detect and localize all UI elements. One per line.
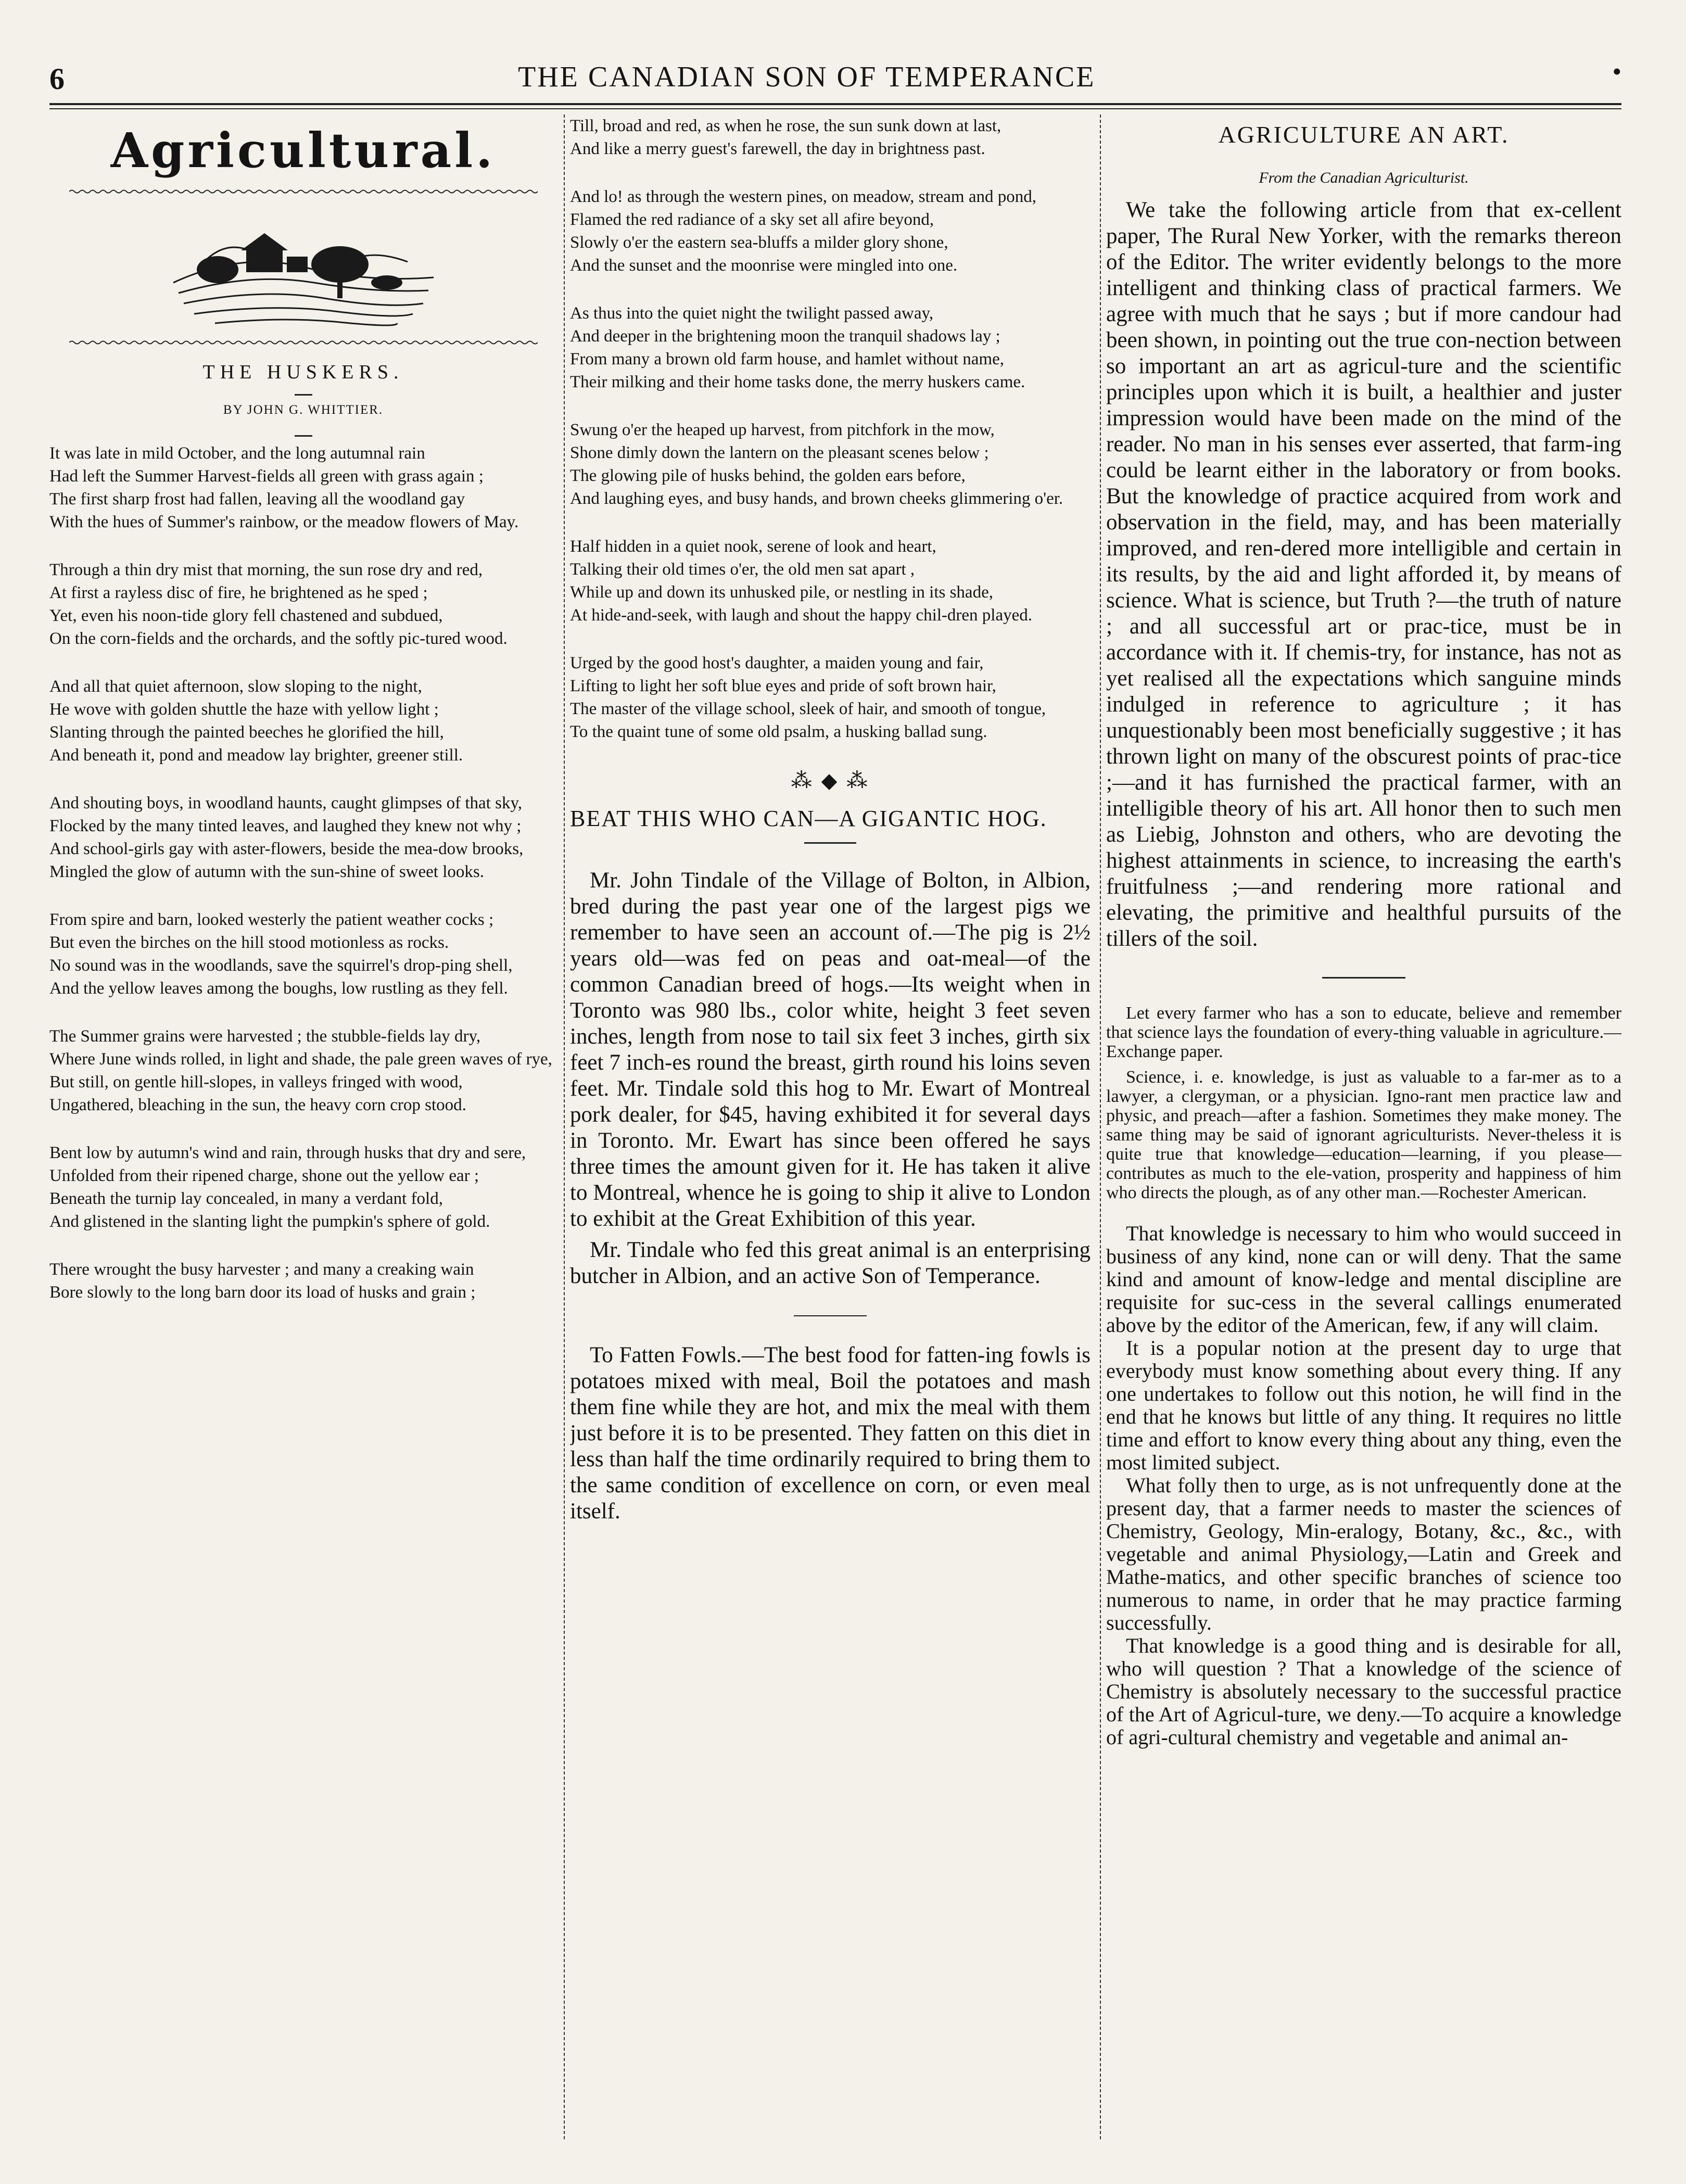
poem-line: With the hues of Summer's rainbow, or the meadow flowers of May.	[49, 513, 519, 531]
poem-line: Talking their old times o'er, the old men sat apart ,	[570, 560, 915, 579]
poem-line: Their milking and their home tasks done, the merry huskers came.	[570, 373, 1025, 391]
hog-article-paragraph: Mr. John Tindale of the Village of Bolton, in Albion, bred during the past year one of the largest pigs we remember to have seen an account of.—The pig is 2½ years old—was fed on peas and oat-meal—of the common Canadian breed of hogs.—Its weight when in Toronto was 980 lbs., color white, height 3 feet seven inches, length from nose to tail six feet 3 inches, girth six feet 7 inch-es round the breast, girth round his loins seven feet. Mr. Tindale sold this hog to Mr. Ewart of Montreal pork dealer, for $45, having exhibited it for several days in Toronto. Mr. Ewart has since been offered he says three times the amount given for it. He has taken it alive to Montreal, whence he is going to ship it alive to London to exhibit at the Great Exhibition of this year.	[570, 868, 1091, 1231]
short-rule	[295, 394, 312, 396]
poem-stanza	[49, 558, 557, 650]
poem-line: And laughing eyes, and busy hands, and brown cheeks glimmering o'er.	[570, 489, 1063, 508]
poem-line: And lo! as through the western pines, on meadow, stream and pond,	[570, 187, 1036, 206]
column-divider	[1100, 115, 1101, 2139]
article-paragraph: That knowledge is a good thing and is desirable for all, who will question ? That a knowledge of the science of Chemistry is absolutely necessary to the successful practice of the Art of Agricul-ture, we deny.—To acquire a knowledge of agri-cultural chemistry and vegetable and animal an-	[1106, 1634, 1621, 1749]
poem-line: And the yellow leaves among the boughs, low rustling as they fell.	[49, 979, 508, 998]
poem-line: Had left the Summer Harvest-fields all green with grass again ;	[49, 467, 484, 486]
poem-line: Slowly o'er the eastern sea-bluffs a milder glory shone,	[570, 233, 948, 252]
poem-line: No sound was in the woodlands, save the squirrel's drop-ping shell,	[49, 956, 513, 975]
poem-line: Slanting through the painted beeches he glorified the hill,	[49, 723, 444, 742]
poem-line: Unfolded from their ripened charge, shone out the yellow ear ;	[49, 1166, 479, 1185]
poem-line: The master of the village school, sleek of hair, and smooth of tongue,	[570, 700, 1046, 718]
article-source: From the Canadian Agriculturist.	[1259, 169, 1469, 186]
poem-line: But even the birches on the hill stood motionless as rocks.	[49, 933, 449, 952]
poem-title: THE HUSKERS.	[202, 361, 404, 383]
poem-line: Through a thin dry mist that morning, the sun rose dry and red,	[49, 561, 483, 579]
poem-line: Bent low by autumn's wind and rain, through husks that dry and sere,	[49, 1144, 526, 1162]
masthead-title: THE CANADIAN SON OF TEMPERANCE	[518, 61, 1096, 93]
poem-line: Till, broad and red, as when he rose, the sun sunk down at last,	[570, 117, 1002, 135]
wavy-rule	[69, 340, 538, 345]
poem-line: Shone dimly down the lantern on the pleasant scenes below ;	[570, 443, 989, 462]
poem-line: And glistened in the slanting light the pumpkin's sphere of gold.	[49, 1212, 490, 1231]
short-rule	[794, 1289, 867, 1316]
poem-stanza	[570, 652, 1091, 743]
hog-article-paragraph: Mr. Tindale who fed this great animal is an enterprising butcher in Albion, and an active Son of Temperance.	[570, 1238, 1091, 1288]
wavy-rule	[69, 189, 538, 194]
poem-stanza	[49, 792, 557, 883]
poem-line: Swung o'er the heaped up harvest, from pitchfork in the mow,	[570, 421, 995, 439]
poem-stanza	[49, 1258, 557, 1304]
poem-line: But still, on gentle hill-slopes, in valleys fringed with wood,	[49, 1073, 463, 1091]
poem-line: And school-girls gay with aster-flowers, beside the mea-dow brooks,	[49, 840, 524, 858]
short-rule	[1322, 977, 1405, 979]
poem-line: Urged by the good host's daughter, a maiden young and fair,	[570, 654, 984, 672]
poem-line: Flamed the red radiance of a sky set all afire beyond,	[570, 210, 934, 229]
poem-line: Flocked by the many tinted leaves, and laughed they knew not why ;	[49, 817, 522, 835]
poem-line: Ungathered, bleaching in the sun, the heavy corn crop stood.	[49, 1096, 466, 1114]
column-divider	[564, 115, 565, 2139]
article-paragraph: It is a popular notion at the present day to urge that everybody must know something about every thing. If any one undertakes to follow out this notion, he will find in the end that he knows but little of any thing. It requires no little time and effort to know every thing about any thing, even the most limited subject.	[1106, 1336, 1621, 1474]
poem-stanza	[49, 908, 557, 1000]
column-middle	[570, 115, 1091, 2144]
poem-stanza	[570, 115, 1091, 160]
article-paragraph: That knowledge is necessary to him who would succeed in business of any kind, none can or will deny. That the same kind and amount of know-ledge and mental discipline are requisite for suc-cess in the several callings enumerated above by the editor of the American, few, if any will claim.	[1106, 1222, 1621, 1337]
article-paragraph: We take the following article from that ex-cellent paper, The Rural New Yorker, with the remarks thereon of the Editor. The writer evidently belongs to the more intelligent and thinking class of practical farmers. We agree with much that he says ; but if more candour had been shown, in pointing out the true con-nection between so important an art as agricul-ture and the scientific principles upon which it is built, a healthier and juster impression would have been made on the mind of the reader. No man in his senses ever asserted, that farm-ing could be learnt either in the laboratory or from books. But the knowledge of practice acquired from work and observation in the field, may, and has been materially improved, and ren-dered more intelligible and certain in its results, by the aid and light afforded it, by means of science. What is science, but Truth ?—the truth of nature ; and all successful art or prac-tice, must be in accordance with it. If chemis-try, for instance, has not as yet realised all the expectations which sanguine minds indulged in reference to agriculture ; it has unquestionably been most beneficially suggestive ; it has thrown light on many of the obscurest points of prac-tice ;—and it has furnished the practical farmer, with an intelligible theory of his art. All honor then to such men as Liebig, Johnston and others, who are devoting the highest attainments in science, to increasing the earth's fruitfulness ;—and rendering more rational and elevating, the primitive and healthful pursuits of the tillers of the soil.	[1106, 198, 1621, 951]
poem-stanza	[49, 1141, 557, 1233]
short-rule	[295, 435, 312, 437]
poem-line: The glowing pile of husks behind, the golden ears before,	[570, 466, 966, 485]
poem-stanza	[570, 185, 1091, 277]
poem-line: Beneath the turnip lay concealed, in many a verdant fold,	[49, 1189, 443, 1208]
fowls-paragraph: To Fatten Fowls.—The best food for fatten-ing fowls is potatoes mixed with meal, Boil the potatoes and mash them fine while they are hot, and mix the meal with them just before it is to be presented. They fatten on this diet in less than half the time ordinarily required to bring them to the same condition of excellence on corn, or even meal itself.	[570, 1343, 1091, 1523]
poem-line: On the corn-fields and the orchards, and the softly pic-tured wood.	[49, 629, 508, 648]
poem-line: Where June winds rolled, in light and shade, the pale green waves of rye,	[49, 1050, 552, 1069]
poem-line: While up and down its unhusked pile, or nestling in its shade,	[570, 583, 993, 602]
poem-line: There wrought the busy harvester ; and many a creaking wain	[49, 1260, 474, 1279]
poem-line: The first sharp frost had fallen, leaving all the woodland gay	[49, 490, 465, 509]
poem-line: He wove with golden shuttle the haze with yellow light ;	[49, 700, 439, 719]
poem-line: As thus into the quiet night the twilight passed away,	[570, 304, 934, 323]
poem-line: And like a merry guest's farewell, the day in brightness past.	[570, 139, 985, 158]
poem-line: It was late in mild October, and the long autumnal rain	[49, 444, 425, 463]
poem-line: At first a rayless disc of fire, he brightened as he sped ;	[49, 583, 428, 602]
poem-stanza	[49, 1025, 557, 1116]
header-rule	[49, 103, 1621, 109]
poem-huskers-part2	[570, 115, 1091, 743]
poem-stanza	[570, 302, 1091, 393]
quote-paragraph: Science, i. e. knowledge, is just as valuable to a far-mer as to a lawyer, a clergyman, or a physician. Igno-rant men practice law and physic, and preach—after a fashion. Sometimes they make money. The same thing may be said of ignorant agriculturists. Never-theless it is quite true that knowledge—education—learning, if you please—contributes as much to the ele-vation, prosperity and happiness of him who directs the plough, as of any other man.—Rochester American.	[1106, 1068, 1621, 1202]
poem-stanza	[570, 418, 1091, 510]
poem-line: And deeper in the brightening moon the tranquil shadows lay ;	[570, 327, 1000, 346]
poem-line: Mingled the glow of autumn with the sun-shine of sweet looks.	[49, 862, 484, 881]
article-title: AGRICULTURE AN ART.	[1218, 121, 1510, 148]
poem-line: The Summer grains were harvested ; the stubble-fields lay dry,	[49, 1027, 481, 1046]
poem-line: And beneath it, pond and meadow lay brighter, greener still.	[49, 746, 463, 765]
poem-line: To the quaint tune of some old psalm, a husking ballad sung.	[570, 722, 987, 741]
column-agriculture-art	[1106, 115, 1621, 2144]
header-dot: •	[1612, 57, 1621, 86]
hog-article-title: BEAT THIS WHO CAN—A GIGANTIC HOG.	[570, 806, 1047, 831]
poem-line: From many a brown old farm house, and hamlet without name,	[570, 350, 1004, 369]
poem-stanza	[49, 442, 557, 534]
page-header	[49, 57, 1621, 98]
poem-line: And all that quiet afternoon, slow sloping to the night,	[49, 677, 422, 696]
column-agricultural	[49, 115, 557, 2144]
poem-byline: BY JOHN G. WHITTIER.	[223, 403, 384, 417]
poem-stanza	[570, 535, 1091, 627]
poem-huskers-part1	[49, 442, 557, 1304]
poem-line: And shouting boys, in woodland haunts, caught glimpses of that sky,	[49, 794, 523, 812]
article-paragraph: What folly then to urge, as is not unfrequently done at the present day, that a farmer needs to master the sciences of Chemistry, Geology, Min-eralogy, Botany, &c., &c., with vegetable and animal Physiology,—Latin and Greek and Mathe-matics, and other specific branches of science too numerous to name, in order that he may practice farming successfully.	[1106, 1474, 1621, 1634]
poem-line: Lifting to light her soft blue eyes and pride of soft brown hair,	[570, 677, 996, 695]
poem-line: And the sunset and the moonrise were mingled into one.	[570, 256, 958, 275]
poem-line: From spire and barn, looked westerly the patient weather cocks ;	[49, 910, 494, 929]
farm-scene-engraving	[168, 205, 439, 329]
poem-line: Half hidden in a quiet nook, serene of look and heart,	[570, 537, 936, 556]
page-number: 6	[49, 62, 65, 96]
short-rule	[804, 842, 856, 844]
poem-line: Yet, even his noon-tide glory fell chastened and subdued,	[49, 606, 443, 625]
ornamental-divider: ⁂ ◆ ⁂	[791, 769, 870, 792]
poem-stanza	[49, 675, 557, 767]
section-title: Agricultural.	[110, 122, 496, 179]
poem-line: At hide-and-seek, with laugh and shout the happy chil-dren played.	[570, 606, 1033, 625]
quote-paragraph: Let every farmer who has a son to educate, believe and remember that science lays the foundation of every-thing valuable in agriculture.—Exchange paper.	[1106, 1004, 1621, 1061]
poem-line: Bore slowly to the long barn door its load of husks and grain ;	[49, 1283, 476, 1302]
